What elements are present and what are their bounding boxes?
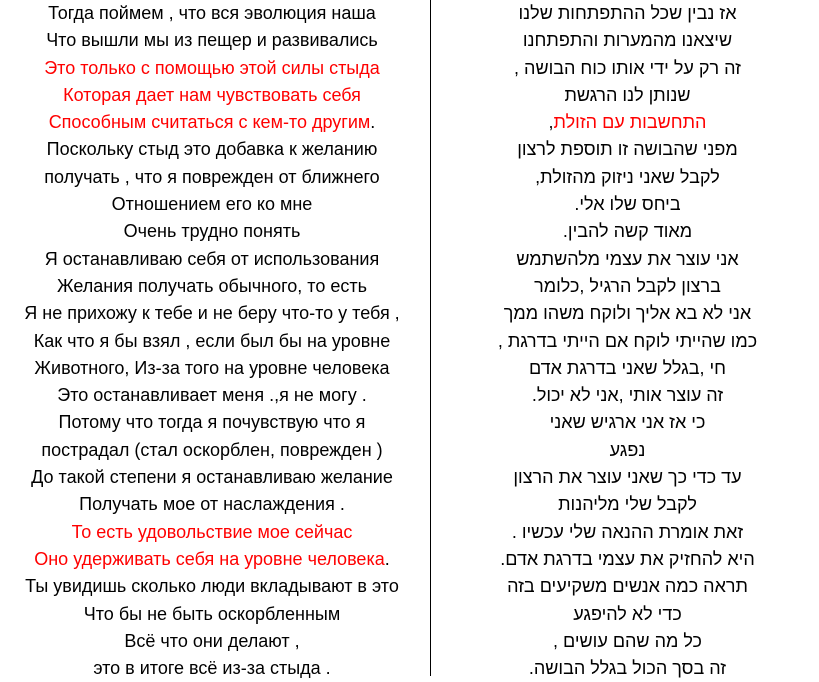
russian-line-text: Я останавливаю себя от использования xyxy=(44,248,380,269)
hebrew-line xyxy=(436,164,819,191)
hebrew-line-text: היא להחזיק את עצמי בדרגת אדם. xyxy=(500,548,755,569)
hebrew-line xyxy=(436,382,819,409)
hebrew-line xyxy=(436,109,819,136)
hebrew-line xyxy=(436,273,819,300)
hebrew-line-text: כדי לא להיפגע xyxy=(573,603,682,624)
hebrew-column xyxy=(436,0,819,682)
russian-line xyxy=(0,273,424,300)
hebrew-line xyxy=(436,491,819,518)
russian-line-text: Животного, Из-за того на уровне человека xyxy=(34,357,390,378)
hebrew-line xyxy=(436,437,819,464)
hebrew-line xyxy=(436,0,819,27)
russian-line-text: это в итоге всё из-за стыда . xyxy=(93,658,331,679)
russian-line xyxy=(0,300,424,327)
russian-line xyxy=(0,519,424,546)
column-divider xyxy=(430,0,431,676)
russian-line-text: Что бы не быть оскорбленным xyxy=(83,603,341,624)
hebrew-line-text: כל מה שהם עושים , xyxy=(553,630,702,651)
russian-line xyxy=(0,601,424,628)
hebrew-line-text: כמו שהייתי לוקח אם הייתי בדרגת , xyxy=(497,330,758,351)
hebrew-line xyxy=(436,55,819,82)
hebrew-line xyxy=(436,464,819,491)
russian-line xyxy=(0,82,424,109)
hebrew-line xyxy=(436,355,819,382)
russian-line-text: Отношением его ко мне xyxy=(111,194,313,215)
russian-line xyxy=(0,328,424,355)
russian-line xyxy=(0,491,424,518)
hebrew-line xyxy=(436,27,819,54)
russian-line xyxy=(0,409,424,436)
hebrew-line-text: כי אז אני ארגיש שאני xyxy=(549,412,706,433)
russian-line-text: Тогда поймем , что вся эволюция наша xyxy=(48,3,376,23)
russian-line-text: Получать мое от наслаждения . xyxy=(79,494,345,515)
hebrew-line-text: זה בסך הכול בגלל הבושה. xyxy=(528,658,727,679)
hebrew-line-text: תראה כמה אנשים משקיעים בזה xyxy=(507,576,748,597)
russian-line-text: Как что я бы взял , если был бы на уровне xyxy=(33,330,391,351)
russian-line xyxy=(0,136,424,163)
hebrew-line-text: אני לא בא אליך ולוקח משהו ממך xyxy=(503,303,752,324)
hebrew-line xyxy=(436,409,819,436)
hebrew-line-text: אז נבין שכל ההתפתחות שלנו xyxy=(518,3,737,23)
hebrew-line xyxy=(436,191,819,218)
russian-line-text: Потому что тогда я почувствую что я xyxy=(58,412,366,433)
russian-line-punctuation: . xyxy=(370,112,376,133)
russian-line xyxy=(0,109,424,136)
hebrew-line xyxy=(436,573,819,600)
russian-line-text: Что вышли мы из пещер и развивались xyxy=(46,30,378,51)
hebrew-line-text: מפני שהבושה זו תוספת לרצון xyxy=(517,139,738,160)
hebrew-line xyxy=(436,246,819,273)
hebrew-line xyxy=(436,546,819,573)
hebrew-line xyxy=(436,300,819,327)
russian-line-text: Ты увидишь сколько люди вкладывают в это xyxy=(25,576,399,597)
hebrew-line xyxy=(436,82,819,109)
russian-line-text: До такой степени я останавливаю желание xyxy=(31,467,393,488)
hebrew-line-text: לקבל שלי מליהנות xyxy=(558,494,697,515)
russian-line xyxy=(0,27,424,54)
russian-line-text: Которая дает нам чувствовать себя xyxy=(63,84,361,105)
russian-line-text: Это только с помощью этой силы стыда xyxy=(44,57,380,78)
hebrew-line-text: התחשבות עם הזולת xyxy=(553,112,707,133)
russian-line-text: пострадал (стал оскорблен, поврежден ) xyxy=(41,439,383,460)
hebrew-line xyxy=(436,628,819,655)
hebrew-line-text: ברצון לקבל הרגיל ,כלומר xyxy=(534,275,721,296)
russian-line-text: Способным считаться с кем-то другим xyxy=(48,112,371,133)
hebrew-line-text: אני עוצר את עצמי מלהשתמש xyxy=(516,248,739,269)
hebrew-line xyxy=(436,519,819,546)
hebrew-line xyxy=(436,136,819,163)
hebrew-line-text: שיצאנו מהמערות והתפתחנו xyxy=(522,30,733,51)
russian-line xyxy=(0,573,424,600)
russian-line xyxy=(0,437,424,464)
russian-line-text: Всё что они делают , xyxy=(124,630,300,651)
russian-line-text: Это останавливает меня .,я не могу . xyxy=(57,385,367,406)
hebrew-line-text: זה רק על ידי אותו כוח הבושה , xyxy=(514,57,741,78)
hebrew-line-text: עד כדי כך שאני עוצר את הרצון xyxy=(513,467,742,488)
hebrew-line-punctuation: , xyxy=(548,112,554,133)
hebrew-line-text: חי ,בגלל שאני בדרגת אדם xyxy=(528,357,727,378)
russian-line xyxy=(0,0,424,27)
russian-line xyxy=(0,55,424,82)
russian-line-text: Поскольку стыд это добавка к желанию xyxy=(46,139,378,160)
russian-line xyxy=(0,655,424,682)
russian-line-text: То есть удовольствие мое сейчас xyxy=(71,521,353,542)
hebrew-line xyxy=(436,218,819,245)
hebrew-line-text: ביחס שלו אלי. xyxy=(574,194,681,215)
russian-line-text: Очень трудно понять xyxy=(123,221,301,242)
hebrew-line-text: מאוד קשה להבין. xyxy=(562,221,693,242)
russian-line-text: Я не прихожу к тебе и не беру что-то у тебя , xyxy=(24,303,400,324)
hebrew-line xyxy=(436,328,819,355)
russian-line xyxy=(0,191,424,218)
hebrew-line-text: זאת אומרת ההנאה שלי עכשיו . xyxy=(511,521,744,542)
russian-line-text: получать , что я поврежден от ближнего xyxy=(44,166,380,187)
russian-line xyxy=(0,355,424,382)
russian-line xyxy=(0,464,424,491)
russian-line-punctuation: . xyxy=(384,548,390,569)
russian-line xyxy=(0,164,424,191)
hebrew-line-text: זה עוצר אותי ,אני לא יכול. xyxy=(531,385,724,406)
russian-line xyxy=(0,218,424,245)
russian-line-text: Оно удерживать себя на уровне человека xyxy=(34,548,385,569)
russian-line xyxy=(0,382,424,409)
russian-line xyxy=(0,628,424,655)
hebrew-line xyxy=(436,601,819,628)
russian-line-text: Желания получать обычного, то есть xyxy=(56,275,367,296)
hebrew-line-text: לקבל שאני ניזוק מהזולת, xyxy=(535,166,720,187)
russian-line xyxy=(0,546,424,573)
hebrew-line xyxy=(436,655,819,682)
hebrew-line-text: שנותן לנו הרגשת xyxy=(564,84,691,105)
hebrew-line-text: נפגע xyxy=(609,439,646,460)
russian-line xyxy=(0,246,424,273)
